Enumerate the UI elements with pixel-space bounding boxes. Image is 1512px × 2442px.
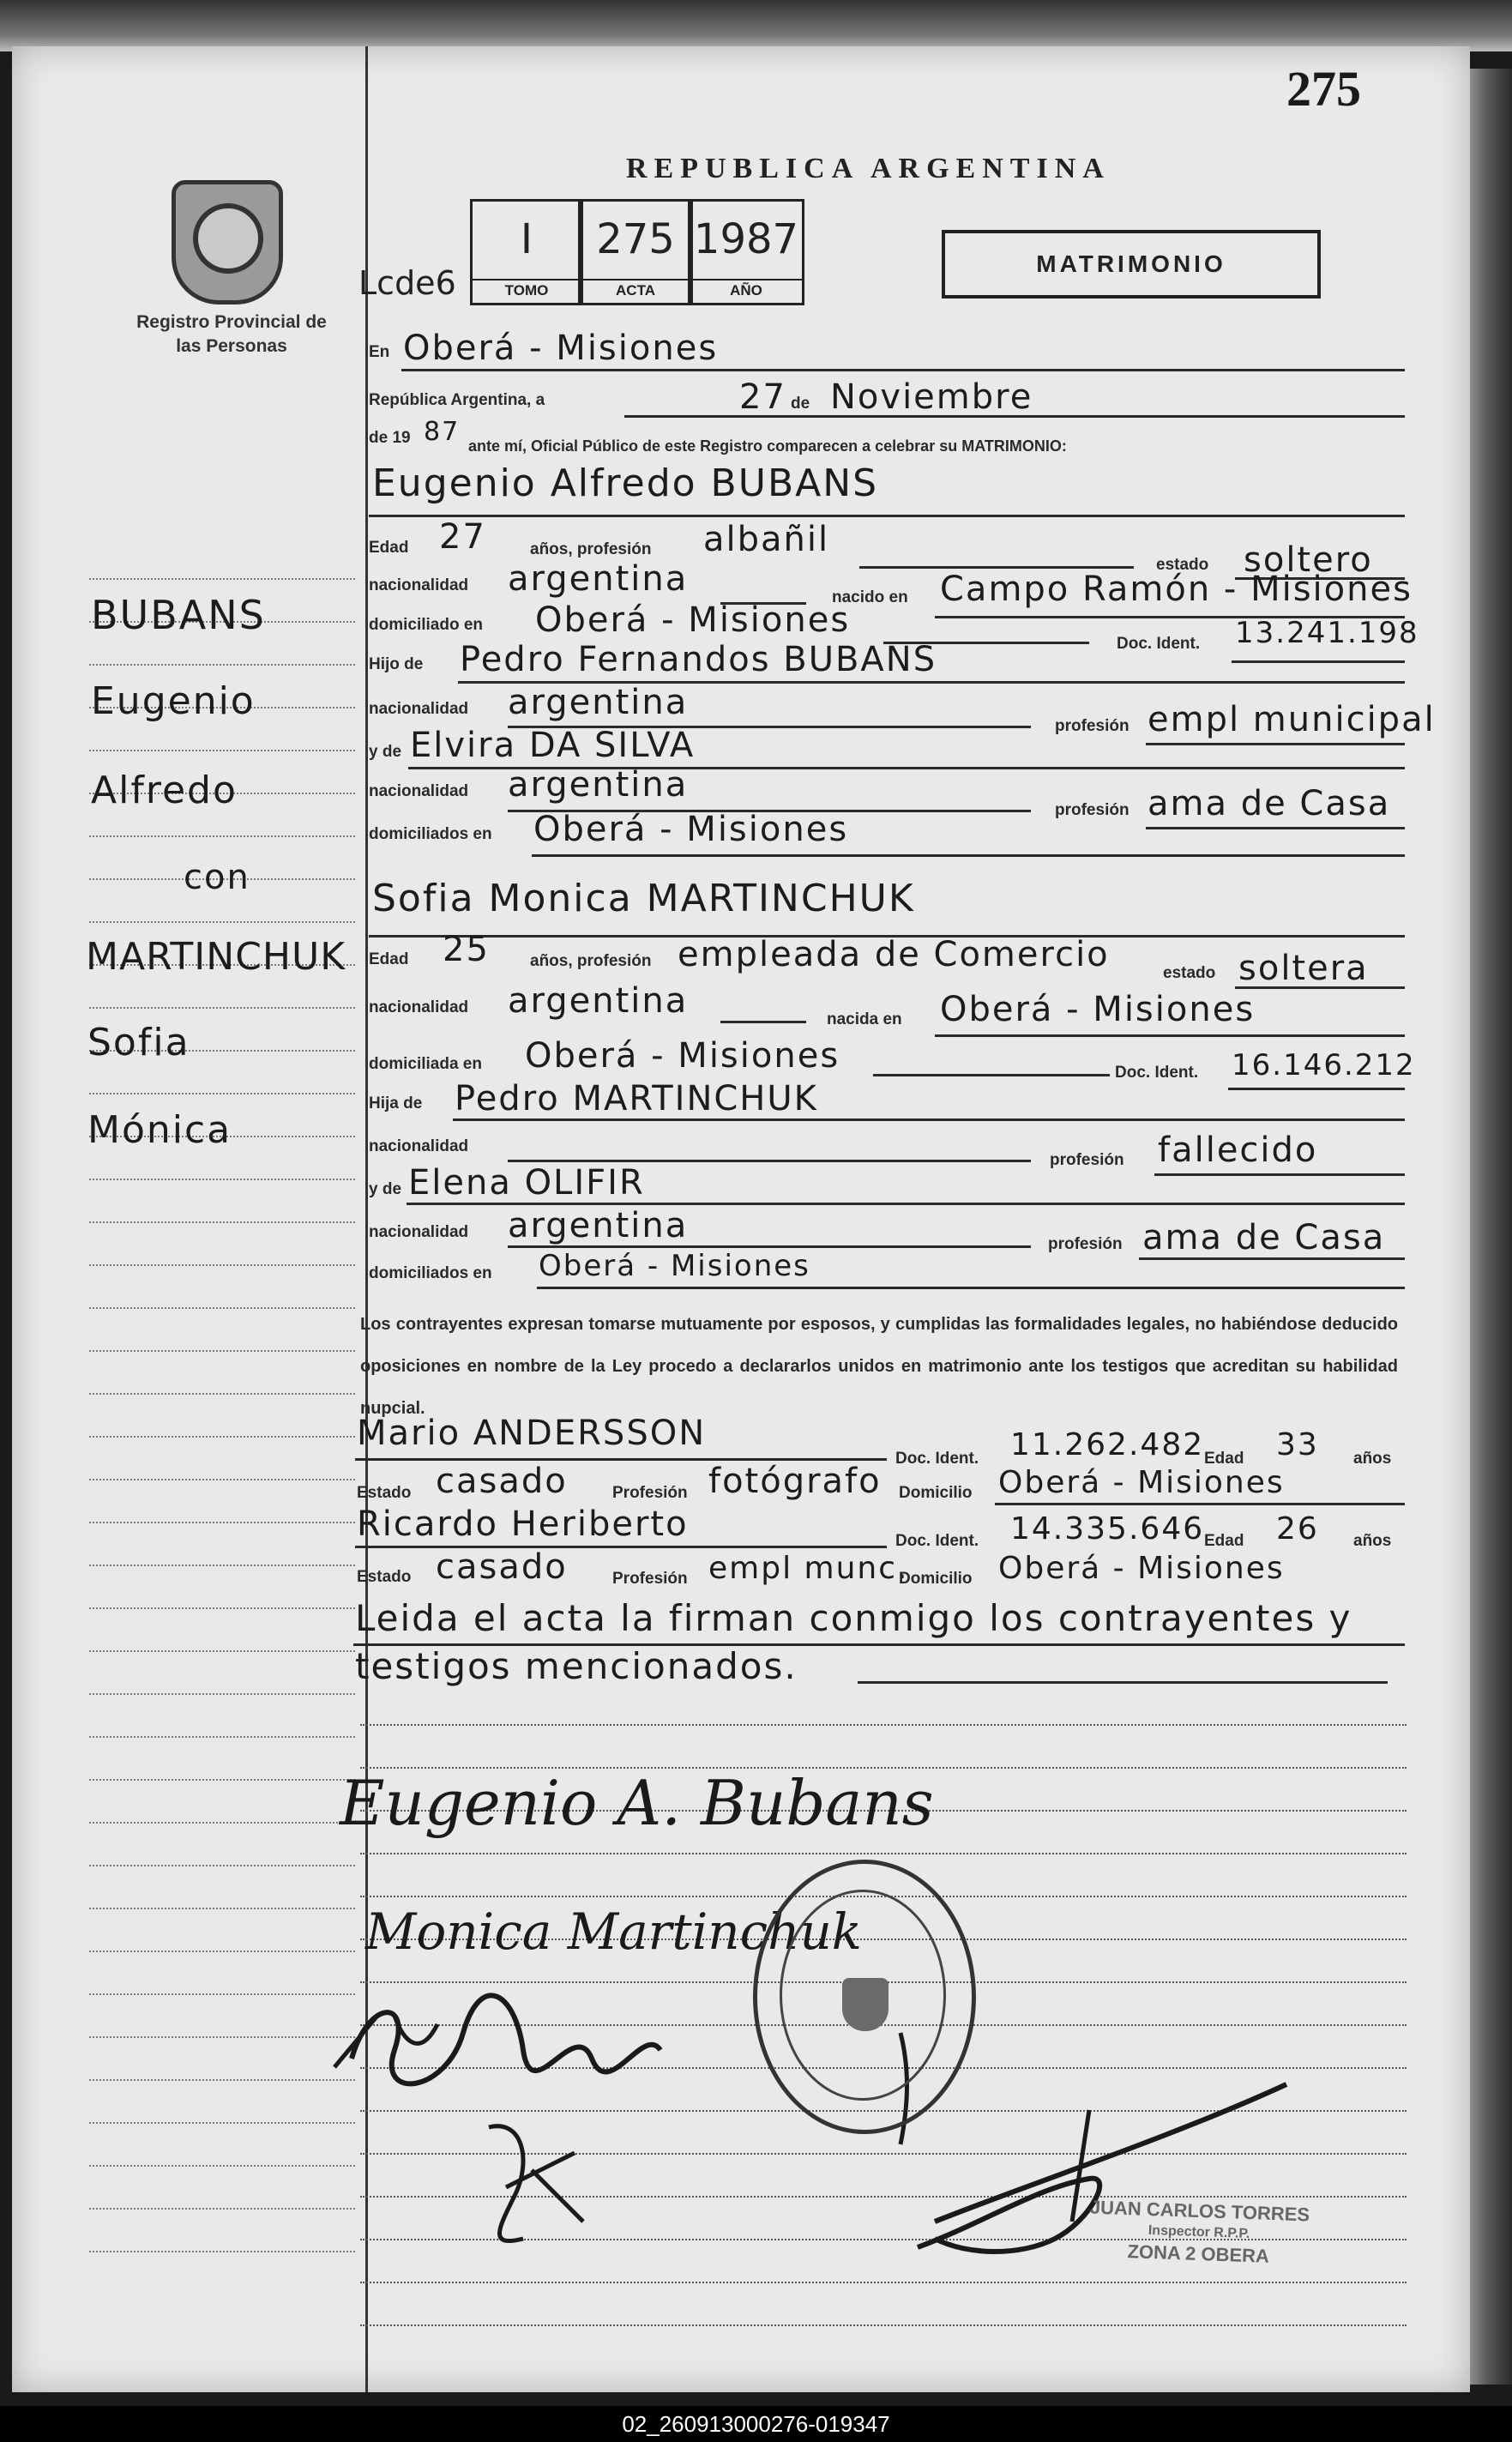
ruled-line [360,1853,1407,1854]
declaration-text: Los contrayentes expresan tomarse mutuamente por esposos, y cumplidas las formalidades legales, no habiéndose deducido oposiciones en nombre de la Ley procedo a declararlos unidos en matrimonio ante los testigos que acreditan su habilidad nupcial. [360,1315,1398,1418]
label-anios-w2: años [1353,1532,1392,1550]
place: Oberá - Misiones [403,329,719,368]
label-edad-2: Edad [369,950,409,968]
groom-mother-profession: ama de Casa [1148,784,1391,823]
tomo-value: I [520,215,533,263]
margin-rule-line [89,1908,355,1909]
margin-rule-line [89,2122,355,2124]
label-nacionalidad-6: nacionalidad [369,1223,469,1241]
margin-rule-line [89,1007,355,1009]
groom-father: Pedro Fernandos BUBANS [460,640,937,679]
witness1-domicile: Oberá - Misiones [998,1465,1285,1500]
margin-rule-line [89,2079,355,2081]
margin-rule-line [89,1436,355,1438]
closing-line-1: Leida el acta la firman conmigo los contrayentes y [355,1597,1352,1639]
label-doc-ident: Doc. Ident. [1117,635,1201,653]
label-y-de-2: y de [369,1180,402,1198]
margin-rule-line [89,2165,355,2167]
margin-given-2: Alfredo [91,769,238,812]
label-de: de [791,395,810,413]
label-hijo-de: Hijo de [369,655,424,673]
label-domicilio-w2: Domicilio [899,1570,973,1588]
label-de19: de 19 [369,429,411,447]
label-estado-w2: Estado [357,1568,412,1586]
bride-status: soltera [1238,949,1369,988]
groom-father-nationality: argentina [508,683,689,722]
margin-rule-line [89,2036,355,2038]
registry-seal-icon [172,180,283,304]
witness2-profession: empl munc. [708,1551,909,1586]
reference-code: Lcde6 [358,264,456,302]
witness1-doc: 11.262.482 [1010,1427,1205,1462]
ruled-line [360,1724,1407,1726]
label-en: En [369,343,390,361]
country-title: REPUBLICA ARGENTINA [626,153,1111,184]
margin-rule-line [89,1221,355,1223]
label-nacionalidad-2: nacionalidad [369,700,469,718]
label-edad: Edad [369,539,409,557]
margin-rule-line [89,1479,355,1480]
anio-box [688,199,804,305]
margin-rule-line [89,1307,355,1309]
margin-rule-line [89,1607,355,1609]
label-estado-w1: Estado [357,1484,412,1502]
groom-age: 27 [439,517,486,557]
official-zone: ZONA 2 OBERA [1127,2240,1270,2267]
groom-father-profession: empl municipal [1148,700,1436,739]
margin-rule-line [89,1779,355,1781]
bride-signature: Monica Martinchuk [365,1902,862,1961]
registry-name: Registro Provincial de las Personas [136,312,327,356]
label-ante: ante mí, Oficial Público de este Registro comparecen a celebrar su MATRIMONIO: [468,437,1067,455]
label-domicilio-w1: Domicilio [899,1484,973,1502]
official-name: JUAN CARLOS TORRES [1089,2196,1310,2226]
witness2-status: casado [436,1547,568,1587]
margin-rule-line [89,2251,355,2252]
acta-value: 275 [596,215,675,263]
groom-status: soltero [1244,540,1373,580]
witness2-domicile: Oberá - Misiones [998,1551,1285,1586]
groom-domicile: Oberá - Misiones [535,600,851,640]
label-domiciliados-en-2: domiciliados en [369,1264,492,1282]
bride-domicile: Oberá - Misiones [525,1036,840,1076]
act-type-box: MATRIMONIO [942,230,1321,298]
label-nacida-en: nacida en [827,1010,902,1028]
tomo-label: TOMO [473,279,581,299]
year-suffix: 87 [424,417,461,447]
margin-rule-line [89,1822,355,1824]
groom-signature: Eugenio A. Bubans [340,1767,934,1839]
label-anios-profesion-2: años, profesión [530,952,652,970]
acta-box [578,199,693,305]
label-profesion-3: profesión [1050,1151,1124,1169]
witness1-age: 33 [1276,1427,1319,1462]
day: 27 [739,377,786,417]
label-edad-w1: Edad [1204,1450,1244,1468]
label-anios-w1: años [1353,1450,1392,1468]
label-edad-w2: Edad [1204,1532,1244,1550]
margin-rule-line [89,2208,355,2210]
margin-surname: BUBANS [91,592,266,638]
margin-rule-line [89,921,355,923]
bride-name: Sofia Monica MARTINCHUK [372,877,915,920]
label-profesion: profesión [1055,717,1129,735]
margin-rule-line [89,1093,355,1094]
label-profesion-w1: Profesión [612,1484,688,1502]
groom-parents-domicile: Oberá - Misiones [533,810,849,849]
bride-doc: 16.146.212 [1232,1048,1416,1082]
margin-rule-line [89,1693,355,1695]
margin-rule-line [89,750,355,751]
official-stamp [1088,2197,1310,2269]
witness2-age: 26 [1276,1511,1319,1547]
label-nacionalidad-4: nacionalidad [369,998,469,1016]
margin-rule-line [89,1736,355,1738]
label-doc-ident-w2: Doc. Ident. [895,1532,979,1550]
label-y-de: y de [369,743,402,761]
witness2-doc: 14.335.646 [1010,1511,1205,1547]
label-republica: República Argentina, a [369,391,545,409]
margin-rule-line [89,1951,355,1952]
witness2-name: Ricardo Heriberto [357,1504,689,1544]
tomo-box [470,199,583,305]
official-title: Inspector R.P.P. [1148,2222,1250,2242]
margin-given-4: Mónica [87,1108,232,1152]
margin-given-1: Eugenio [91,679,256,723]
anio-label: AÑO [690,279,802,299]
acta-label: ACTA [581,279,690,299]
groom-profession: albañil [703,520,830,559]
margin-rule-line [89,1650,355,1652]
bride-profession: empleada de Comercio [678,935,1110,974]
book-spine [1470,69,1512,2385]
witness1-status: casado [436,1462,568,1501]
margin-rule-line [89,835,355,837]
groom-nationality: argentina [508,559,689,599]
closing-line-2: testigos mencionados. [355,1645,798,1687]
groom-birthplace: Campo Ramón - Misiones [940,570,1413,609]
margin-rule-line [89,1565,355,1566]
page-number: 275 [1286,61,1361,117]
margin-rule-line [89,1865,355,1866]
label-nacionalidad: nacionalidad [369,576,469,594]
margin-rule-line [89,1264,355,1266]
bride-birthplace: Oberá - Misiones [940,990,1256,1029]
anio-value: 1987 [693,215,799,263]
label-hija-de: Hija de [369,1094,423,1112]
label-profesion-2: profesión [1055,801,1129,819]
bride-mother-profession: ama de Casa [1142,1218,1386,1257]
bride-mother: Elena OLIFIR [408,1163,645,1203]
bride-father: Pedro MARTINCHUK [455,1079,818,1118]
registry-stamp-icon [753,1860,976,2134]
ruled-line [360,2324,1407,2326]
label-nacionalidad-5: nacionalidad [369,1137,469,1155]
label-doc-ident-2: Doc. Ident. [1115,1064,1199,1082]
page-top-edge [0,0,1512,51]
witness1-name: Mario ANDERSSON [357,1414,707,1453]
label-domiciliados-en: domiciliados en [369,825,492,843]
image-id-footer: 02_260913000276-019347 [0,2406,1512,2442]
label-profesion-4: profesión [1048,1235,1123,1253]
label-profesion-w2: Profesión [612,1570,688,1588]
label-estado: estado [1156,556,1209,574]
bride-mother-nationality: argentina [508,1206,689,1245]
margin-rule-line [89,578,355,580]
label-domiciliada-en: domiciliada en [369,1055,482,1073]
groom-doc: 13.241.198 [1235,616,1419,650]
bride-father-profession: fallecido [1158,1131,1318,1170]
margin-surname-2: MARTINCHUK [86,935,346,979]
margin-rule-line [89,1179,355,1180]
month: Noviembre [830,377,1033,417]
label-nacido-en: nacido en [832,588,908,606]
groom-mother: Elvira DA SILVA [410,726,696,765]
margin-rule-line [89,664,355,666]
margin-given-3: Sofia [87,1021,190,1064]
groom-mother-nationality: argentina [508,765,689,805]
bride-nationality: argentina [508,981,689,1021]
label-estado-2: estado [1163,964,1216,982]
margin-rule-line [89,1393,355,1395]
label-anios-profesion: años, profesión [530,540,652,558]
groom-name: Eugenio Alfredo BUBANS [372,461,879,505]
bride-parents-domicile: Oberá - Misiones [539,1249,810,1283]
label-nacionalidad-3: nacionalidad [369,782,469,800]
label-domiciliado-en: domiciliado en [369,616,484,634]
margin-rule-line [89,1522,355,1523]
margin-rule-line [89,1993,355,1995]
margin-rule-line [89,1350,355,1352]
label-doc-ident-w1: Doc. Ident. [895,1450,979,1468]
witness1-profession: fotógrafo [708,1462,882,1501]
bride-age: 25 [443,930,490,969]
margin-con: con [184,858,250,897]
